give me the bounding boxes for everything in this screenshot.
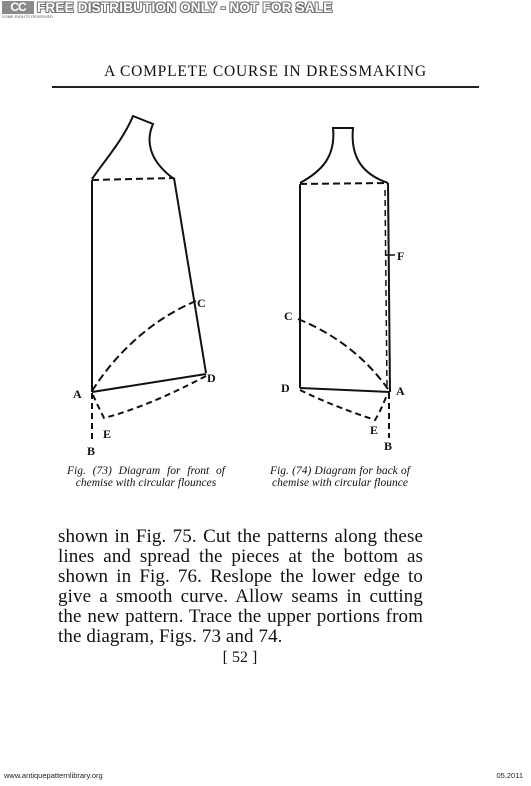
body-paragraph: shown in Fig. 75. Cut the patterns along these lines and spread the pieces at the bottom as shown in Fig. 76. Reslope the lower edge to give a smooth curve. Allow seams in cutting the new pattern. Trace the upper portions from the diagram, Figs. 73 and 74.	[58, 526, 423, 647]
running-head: A COMPLETE COURSE IN DRESSMAKING	[104, 63, 427, 80]
front-right-side	[174, 178, 206, 373]
back-label-e: E	[370, 423, 379, 437]
distribution-notice: FREE DISTRIBUTION ONLY - NOT FOR SALE	[37, 0, 333, 15]
back-label-c: C	[284, 309, 293, 323]
footer-source-url: www.antiquepatternlibrary.org	[4, 771, 103, 780]
front-label-d: D	[207, 371, 216, 385]
figure-73-caption: Fig. (73) Diagram for front of chemise with circular flounces	[67, 465, 225, 489]
back-strap-outline	[300, 128, 388, 183]
front-bottom-line	[92, 374, 206, 392]
front-label-b: B	[87, 444, 96, 458]
back-bottom-line	[300, 388, 390, 392]
back-label-a: A	[396, 384, 405, 398]
page-number: [ 52 ]	[222, 649, 258, 666]
front-label-c: C	[197, 296, 206, 310]
front-label-a: A	[73, 387, 82, 401]
cc-logo: CC	[2, 1, 34, 14]
front-label-e: E	[103, 427, 112, 441]
back-curve-ca	[298, 319, 388, 389]
back-curve-dea	[300, 390, 387, 420]
back-right-dashed	[385, 190, 387, 390]
cc-rights-text: SOME RIGHTS RESERVED	[2, 14, 54, 19]
figure-74-caption: Fig. (74) Diagram for back of chemise with circular flounce	[270, 465, 410, 489]
back-top-dashed	[300, 183, 388, 184]
front-strap-outline	[92, 116, 174, 179]
front-top-dashed	[92, 178, 174, 180]
back-label-d: D	[281, 381, 290, 395]
back-label-b: B	[384, 439, 393, 453]
front-pattern-diagram	[73, 116, 216, 458]
footer-date: 05.2011	[496, 771, 523, 780]
back-pattern-diagram	[281, 128, 405, 453]
back-label-f: F	[397, 249, 405, 263]
back-right-side	[388, 183, 390, 392]
